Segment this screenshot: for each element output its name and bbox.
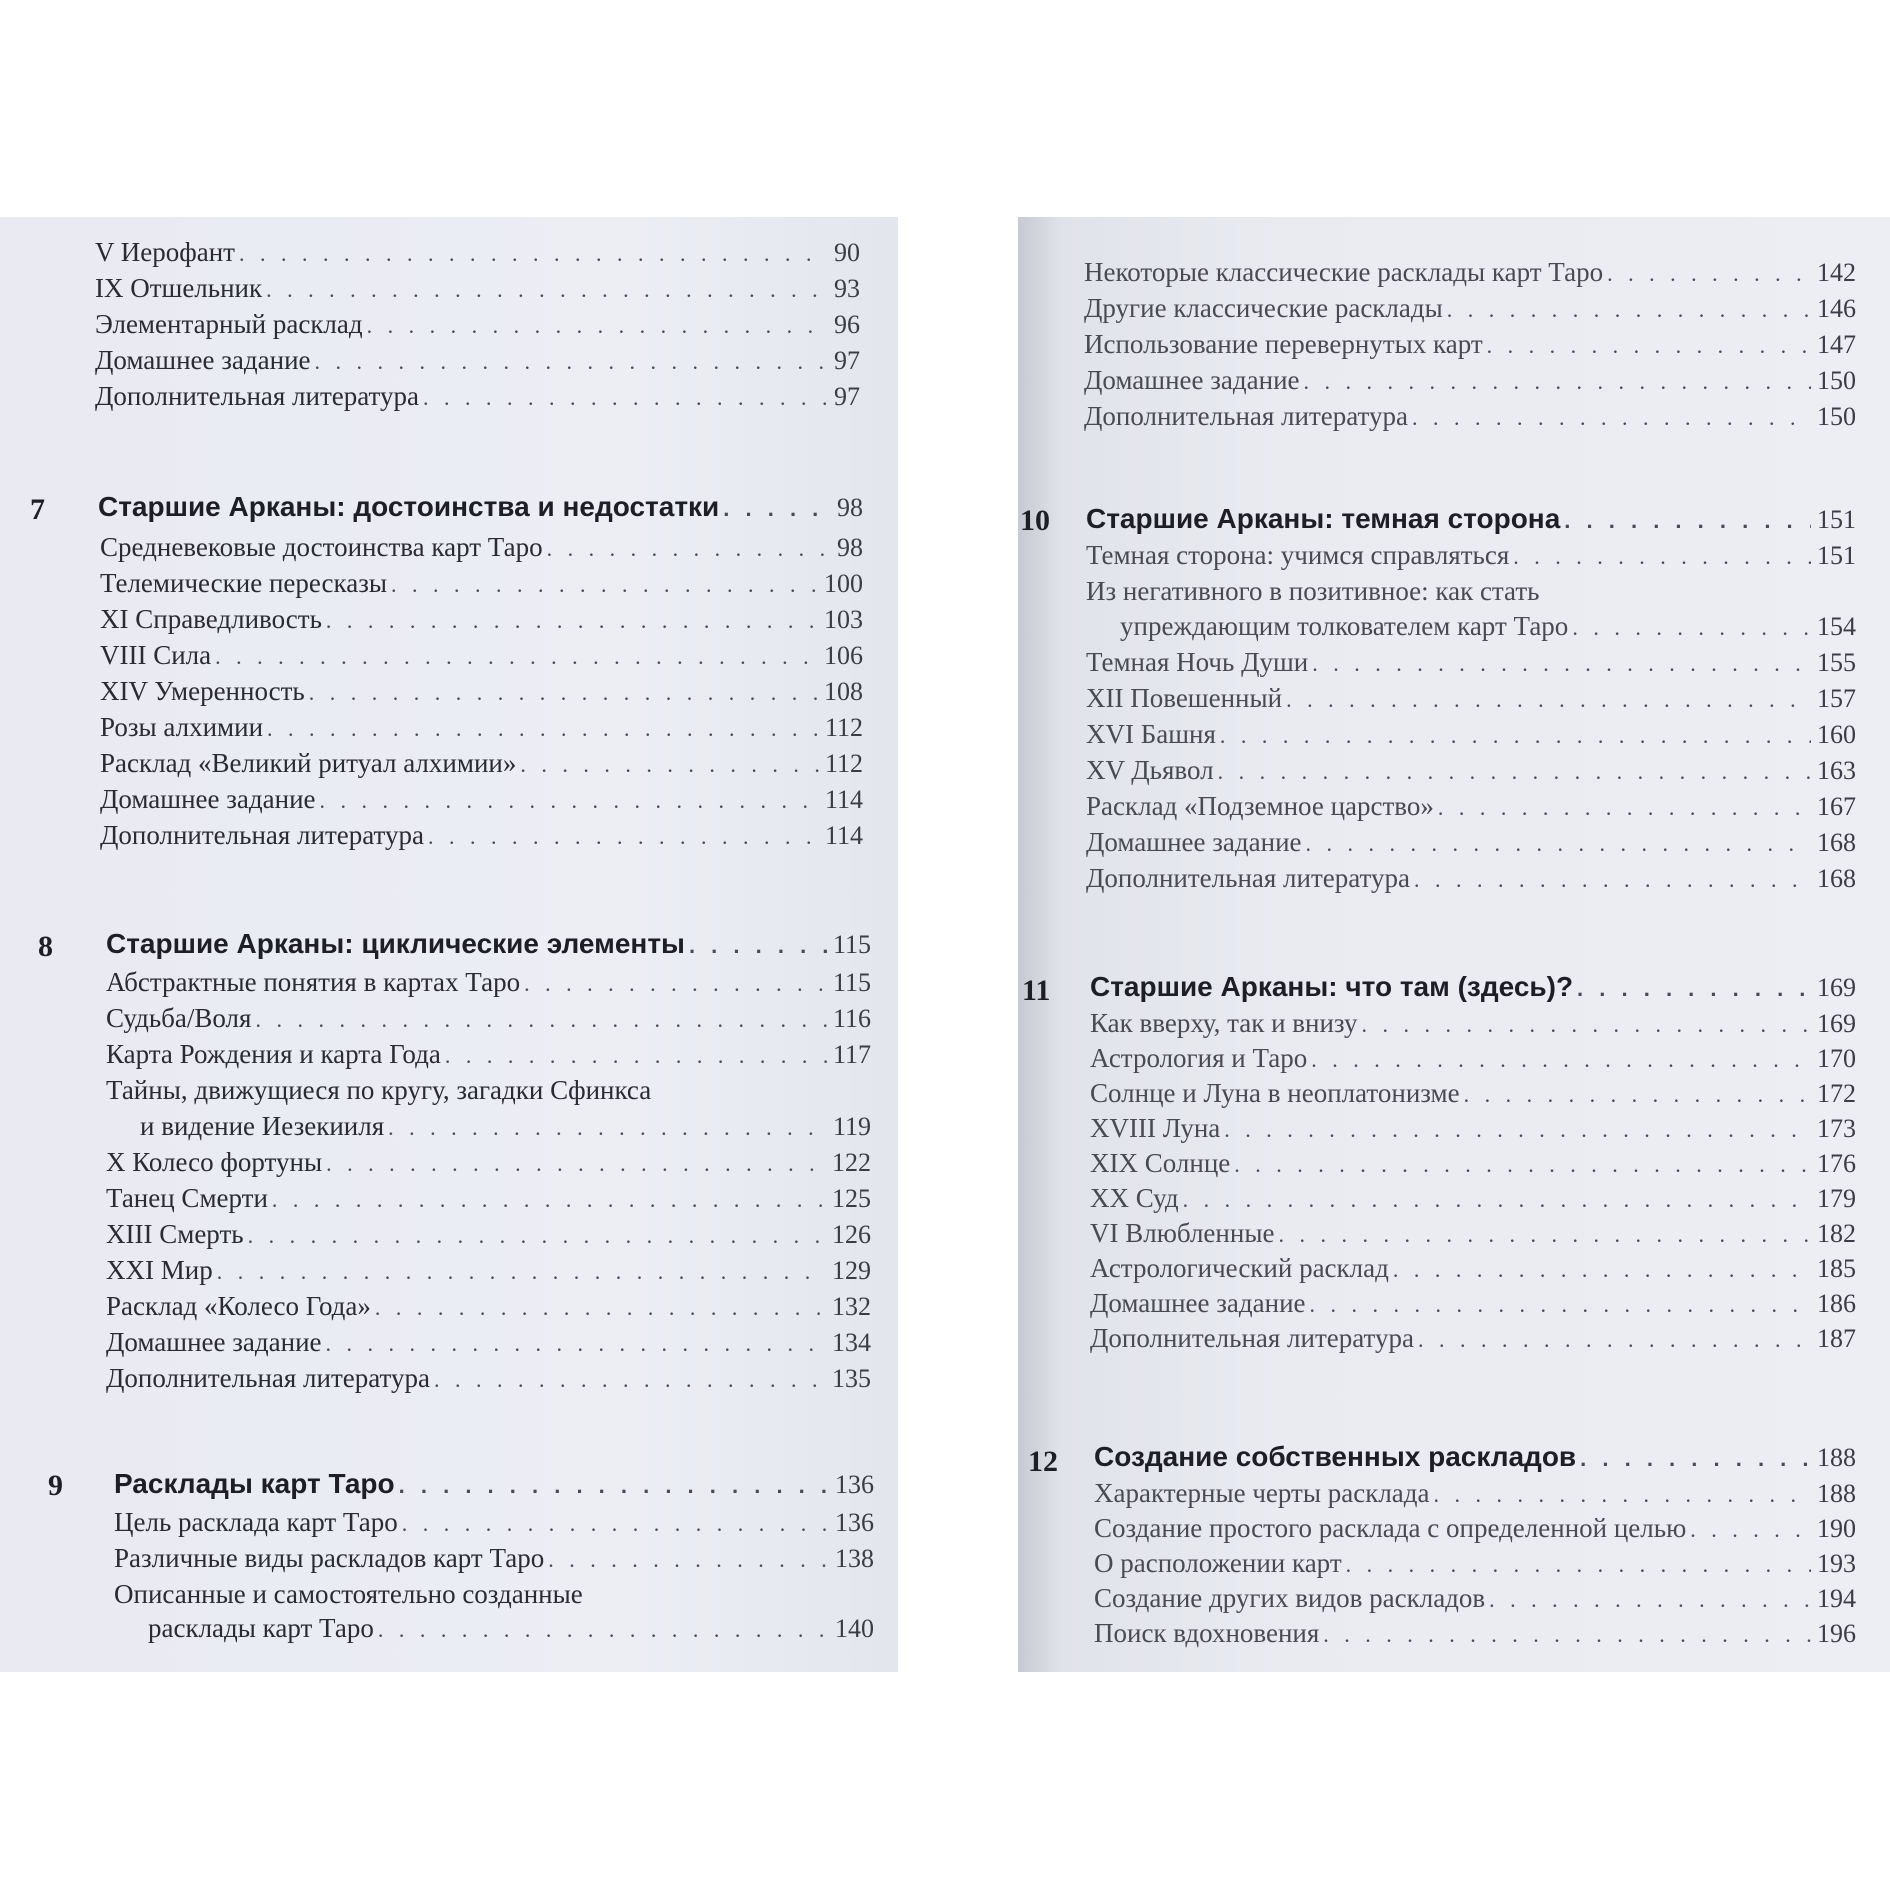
page-number: 114 xyxy=(824,785,863,814)
page-number: 98 xyxy=(837,533,863,562)
page-number: 154 xyxy=(1817,612,1856,641)
page-number: 126 xyxy=(832,1220,871,1249)
toc-entry: Описанные и самостоятельно созданные расклады карт Таро . . . 140 xyxy=(114,1579,874,1645)
toc-entry: XVIII Луна . . . 173 xyxy=(1090,1113,1856,1145)
toc-entry: XI Справедливость . . . 103 xyxy=(100,604,863,636)
page-number: 170 xyxy=(1817,1044,1856,1073)
page-number: 150 xyxy=(1817,402,1856,431)
chapter-8 xyxy=(106,929,871,1399)
page-number: 188 xyxy=(1817,1443,1856,1472)
toc-entry: Создание других видов раскладов . . . 194 xyxy=(1094,1583,1856,1615)
page-number: 93 xyxy=(834,274,860,303)
page-number: 169 xyxy=(1817,1009,1856,1038)
page-number: 112 xyxy=(824,713,863,742)
toc-entry: Характерные черты расклада . . . 188 xyxy=(1094,1478,1856,1510)
toc-entry: Расклад «Подземное царство» . . . 167 xyxy=(1086,791,1856,823)
toc-entry: Тайны, движущиеся по кругу, загадки Сфинкса и видение Иезекииля . . . 119 xyxy=(106,1075,871,1143)
chapter-10 xyxy=(1086,503,1856,893)
toc-entry: Дополнительная литература . . . 97 xyxy=(95,381,860,413)
chapter-number: 7 xyxy=(30,493,45,526)
chapter-number: 8 xyxy=(38,930,53,963)
page-number: 188 xyxy=(1817,1479,1856,1508)
page-number: 96 xyxy=(834,310,860,339)
page-number: 196 xyxy=(1817,1619,1856,1648)
page-number: 147 xyxy=(1817,330,1856,359)
toc-entry: Судьба/Воля . . . 116 xyxy=(106,1003,871,1035)
toc-entry: Темная Ночь Души . . . 155 xyxy=(1086,647,1856,679)
toc-entry: Средневековые достоинства карт Таро . . . 98 xyxy=(100,532,863,564)
page-number: 155 xyxy=(1817,648,1856,677)
page-number: 157 xyxy=(1817,684,1856,713)
page-number: 185 xyxy=(1817,1254,1856,1283)
page-number: 176 xyxy=(1817,1149,1856,1178)
toc-entry: Расклад «Великий ритуал алхимии» . . . 112 xyxy=(100,748,863,780)
toc-entry: Различные виды раскладов карт Таро . . . 138 xyxy=(114,1543,874,1575)
page-number: 135 xyxy=(832,1364,871,1393)
page-number: 97 xyxy=(834,346,860,375)
chapter-number: 10 xyxy=(1020,504,1050,537)
toc-entry: Домашнее задание . . . 168 xyxy=(1086,827,1856,859)
page-number: 125 xyxy=(832,1184,871,1213)
chapter-heading: Расклады карт Таро . . . 136 xyxy=(114,1469,874,1501)
toc-entry: Астрология и Таро . . . 170 xyxy=(1090,1043,1856,1075)
toc-entry: Как вверху, так и внизу . . . 169 xyxy=(1090,1008,1856,1040)
page-number: 194 xyxy=(1817,1584,1856,1613)
page-number: 190 xyxy=(1817,1514,1856,1543)
toc-entry: Другие классические расклады . . . 146 xyxy=(1084,293,1856,325)
toc-entry: Использование перевернутых карт . . . 147 xyxy=(1084,329,1856,361)
page-number: 172 xyxy=(1817,1079,1856,1108)
page-number: 182 xyxy=(1817,1219,1856,1248)
toc-entry: Домашнее задание . . . 97 xyxy=(95,345,860,377)
page-number: 136 xyxy=(835,1470,874,1499)
page-number: 129 xyxy=(832,1256,871,1285)
page-number: 193 xyxy=(1817,1549,1856,1578)
page-number: 140 xyxy=(835,1614,874,1643)
toc-entry: Темная сторона: учимся справляться . . . 151 xyxy=(1086,540,1856,572)
left-page xyxy=(0,217,898,1672)
toc-entry: Дополнительная литература . . . 114 xyxy=(100,820,863,852)
toc-entry: IX Отшельник . . . 93 xyxy=(95,273,860,305)
toc-entry: X Колесо фортуны . . . 122 xyxy=(106,1147,871,1179)
page-number: 168 xyxy=(1817,864,1856,893)
toc-entry: Дополнительная литература . . . 187 xyxy=(1090,1323,1856,1355)
toc-entry: V Иерофант . . . 90 xyxy=(95,237,860,269)
toc-entry: XV Дьявол . . . 163 xyxy=(1086,755,1856,787)
page-number: 151 xyxy=(1817,505,1856,534)
page-number: 179 xyxy=(1817,1184,1856,1213)
page-number: 115 xyxy=(832,930,871,959)
page-number: 146 xyxy=(1817,294,1856,323)
page-number: 142 xyxy=(1817,258,1856,287)
chapter-11 xyxy=(1090,972,1856,1372)
right-page xyxy=(1018,217,1890,1672)
chapter-number: 12 xyxy=(1028,1445,1058,1478)
toc-entry: XVI Башня . . . 160 xyxy=(1086,719,1856,751)
page-number: 167 xyxy=(1817,792,1856,821)
chapter-heading: Старшие Арканы: циклические элементы . . . 115 xyxy=(106,929,871,961)
toc-entry: XXI Мир . . . 129 xyxy=(106,1255,871,1287)
toc-entry: Абстрактные понятия в картах Таро . . . 115 xyxy=(106,967,871,999)
page-number: 134 xyxy=(832,1328,871,1357)
page-number: 115 xyxy=(832,968,871,997)
toc-entry: Поиск вдохновения . . . 196 xyxy=(1094,1618,1856,1650)
page-number: 108 xyxy=(824,677,863,706)
page-number: 103 xyxy=(824,605,863,634)
toc-entry: Домашнее задание . . . 150 xyxy=(1084,365,1856,397)
page-number: 90 xyxy=(834,238,860,267)
page-number: 116 xyxy=(832,1004,871,1033)
toc-entry: Домашнее задание . . . 186 xyxy=(1090,1288,1856,1320)
toc-entry: Домашнее задание . . . 114 xyxy=(100,784,863,816)
toc-entry: XX Суд . . . 179 xyxy=(1090,1183,1856,1215)
page-number: 119 xyxy=(832,1112,871,1141)
page-number: 100 xyxy=(824,569,863,598)
toc-entry: О расположении карт . . . 193 xyxy=(1094,1548,1856,1580)
chapter-heading: Старшие Арканы: что там (здесь)? . . . 169 xyxy=(1090,972,1856,1004)
page-number: 106 xyxy=(824,641,863,670)
chapter-7 xyxy=(98,492,863,852)
toc-entry: Карта Рождения и карта Года . . . 117 xyxy=(106,1039,871,1071)
toc-entry: Из негативного в позитивное: как стать упреждающим толкователем карт Таро . . . 154 xyxy=(1086,576,1856,643)
toc-entry: Расклад «Колесо Года» . . . 132 xyxy=(106,1291,871,1323)
toc-entry: Телемические пересказы . . . 100 xyxy=(100,568,863,600)
chapter-12 xyxy=(1094,1442,1856,1662)
page-number: 112 xyxy=(824,749,863,778)
toc-entry: Домашнее задание . . . 134 xyxy=(106,1327,871,1359)
chapter-heading: Создание собственных раскладов . . . 188 xyxy=(1094,1442,1856,1474)
toc-entry: VI Влюбленные . . . 182 xyxy=(1090,1218,1856,1250)
toc-entry: VIII Сила . . . 106 xyxy=(100,640,863,672)
page-number: 168 xyxy=(1817,828,1856,857)
page-number: 98 xyxy=(837,493,863,522)
page-number: 122 xyxy=(832,1148,871,1177)
page-number: 97 xyxy=(834,382,860,411)
page-number: 132 xyxy=(832,1292,871,1321)
page-number: 163 xyxy=(1817,756,1856,785)
toc-entry: Дополнительная литература . . . 135 xyxy=(106,1363,871,1395)
toc-entry: XIX Солнце . . . 176 xyxy=(1090,1148,1856,1180)
toc-entry: Астрологический расклад . . . 185 xyxy=(1090,1253,1856,1285)
toc-entry: Цель расклада карт Таро . . . 136 xyxy=(114,1507,874,1539)
page-number: 173 xyxy=(1817,1114,1856,1143)
page-number: 151 xyxy=(1817,541,1856,570)
page-number: 117 xyxy=(832,1040,871,1069)
page-number: 187 xyxy=(1817,1324,1856,1353)
page-number: 186 xyxy=(1817,1289,1856,1318)
toc-entry: Розы алхимии . . . 112 xyxy=(100,712,863,744)
page-number: 136 xyxy=(835,1508,874,1537)
toc-block-left-top xyxy=(95,237,860,411)
page-number: 169 xyxy=(1817,973,1856,1002)
toc-entry: Дополнительная литература . . . 150 xyxy=(1084,401,1856,433)
toc-entry: Дополнительная литература . . . 168 xyxy=(1086,863,1856,895)
toc-entry: Танец Смерти . . . 125 xyxy=(106,1183,871,1215)
toc-entry: Элементарный расклад . . . 96 xyxy=(95,309,860,341)
toc-entry: XII Повешенный . . . 157 xyxy=(1086,683,1856,715)
page-number: 138 xyxy=(835,1544,874,1573)
toc-block-right-top xyxy=(1084,257,1856,431)
page-number: 150 xyxy=(1817,366,1856,395)
toc-entry: Солнце и Луна в неоплатонизме . . . 172 xyxy=(1090,1078,1856,1110)
page-number: 160 xyxy=(1817,720,1856,749)
toc-entry: Некоторые классические расклады карт Таро . . . 142 xyxy=(1084,257,1856,289)
chapter-heading: Старшие Арканы: темная сторона . . . 151 xyxy=(1086,504,1856,536)
chapter-9 xyxy=(114,1469,874,1649)
page-number: 114 xyxy=(824,821,863,850)
chapter-heading: Старшие Арканы: достоинства и недостатки . . . 98 xyxy=(98,492,863,524)
chapter-number: 11 xyxy=(1022,974,1051,1007)
toc-entry: XIII Смерть . . . 126 xyxy=(106,1219,871,1251)
toc-entry: Создание простого расклада с определенной целью . . . 190 xyxy=(1094,1513,1856,1545)
toc-entry: XIV Умеренность . . . 108 xyxy=(100,676,863,708)
chapter-number: 9 xyxy=(48,1469,63,1502)
